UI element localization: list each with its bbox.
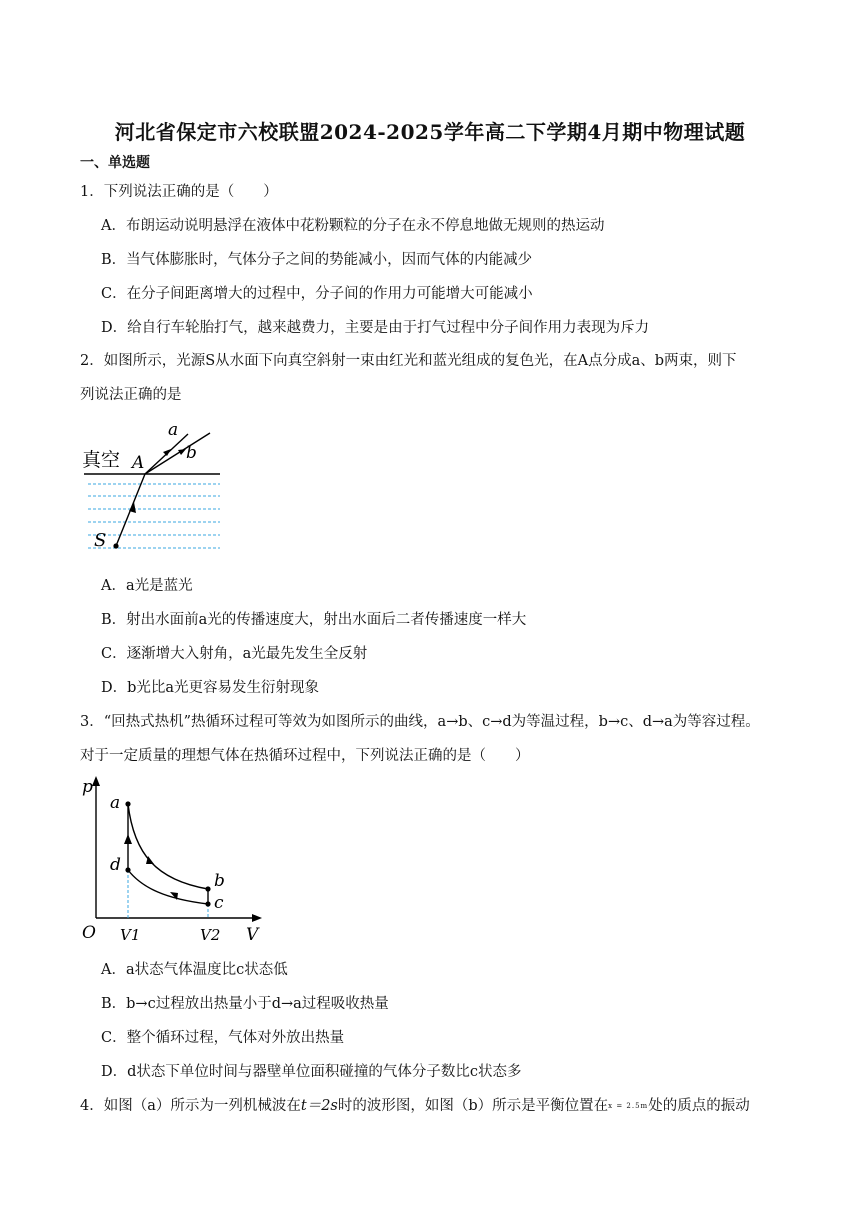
isotherm-ab (128, 804, 208, 889)
q2-option-d: D．b光比a光更容易发生衍射现象 (101, 680, 320, 696)
q4-position: x = 2.5m (608, 1102, 649, 1110)
q4-stem-post: 处的质点的振动 (648, 1098, 750, 1114)
a-label: a (110, 793, 121, 813)
q3-option-a: A．a状态气体温度比c状态低 (101, 962, 288, 978)
q1-option-d: D．给自行车轮胎打气，越来越费力，主要是由于打气过程中分子间作用力表现为斥力 (101, 320, 650, 336)
section-heading: 一、单选题 (80, 155, 150, 171)
q3-option-c: C．整个循环过程，气体对外放出热量 (101, 1030, 345, 1046)
state-c (205, 901, 210, 906)
d-label: d (110, 855, 121, 875)
water-lines (88, 484, 220, 548)
ray-a-arrow (163, 449, 171, 456)
origin-label: O (82, 923, 96, 943)
v2-label: V2 (200, 926, 221, 944)
q1-option-c: C．在分子间距离增大的过程中，分子间的作用力可能增大可能减小 (101, 286, 533, 302)
q1-option-a: A．布朗运动说明悬浮在液体中花粉颗粒的分子在永不停息地做无规则的热运动 (101, 218, 605, 234)
p-axis-arrow (92, 776, 100, 786)
q3-option-b: B．b→c过程放出热量小于d→a过程吸收热量 (101, 996, 389, 1012)
p-label: p (82, 777, 93, 797)
v-axis-arrow (252, 914, 262, 922)
q3-stem-line1: 3．“回热式热机”热循环过程可等效为如图所示的曲线，a→b、c→d为等温过程，b→c、d→a为等容过程。 (80, 714, 760, 730)
q4-stem-pre: 4．如图（a）所示为一列机械波在 (80, 1098, 301, 1114)
state-a (125, 801, 130, 806)
pv-cycle-diagram (78, 772, 268, 948)
q1-option-b: B．当气体膨胀时，气体分子之间的势能减小，因而气体的内能减少 (101, 252, 533, 268)
vacuum-label: 真空 (82, 449, 121, 471)
b-label: b (214, 871, 225, 891)
v-label: V (246, 925, 259, 945)
ray-b-label: b (186, 443, 197, 463)
source-label: S (94, 530, 107, 551)
q1-stem: 1．下列说法正确的是（ ） (80, 184, 278, 200)
q3-stem-line2: 对于一定质量的理想气体在热循环过程中，下列说法正确的是（ ） (80, 748, 530, 764)
c-label: c (214, 893, 224, 913)
q2-stem-line2: 列说法正确的是 (80, 387, 182, 403)
q4-time: t＝2s (300, 1098, 338, 1114)
state-b (205, 886, 210, 891)
v1-label: V1 (120, 926, 141, 944)
refraction-figure (78, 418, 228, 556)
q2-option-a: A．a光是蓝光 (101, 578, 193, 594)
page-title: 河北省保定市六校联盟2024-2025学年高二下学期4月期中物理试题 (114, 120, 746, 144)
state-d (125, 867, 130, 872)
arrow-da (124, 834, 132, 844)
q2-option-c: C．逐渐增大入射角，a光最先发生全反射 (101, 646, 368, 662)
source-point (113, 543, 118, 548)
q3-option-d: D．d状态下单位时间与器壁单位面积碰撞的气体分子数比c状态多 (101, 1064, 522, 1080)
q2-stem-line1: 2．如图所示，光源S从水面下向真空斜射一束由红光和蓝光组成的复色光，在A点分成a、b两束，则下 (80, 353, 737, 369)
arrow-cd (170, 892, 178, 900)
ray-a-label: a (168, 420, 179, 440)
q2-option-b: B．射出水面前a光的传播速度大，射出水面后二者传播速度一样大 (101, 612, 527, 628)
q4-stem (80, 1094, 750, 1115)
point-a-label: A (132, 453, 145, 473)
q4-stem-mid: 时的波形图，如图（b）所示是平衡位置在 (337, 1098, 609, 1114)
